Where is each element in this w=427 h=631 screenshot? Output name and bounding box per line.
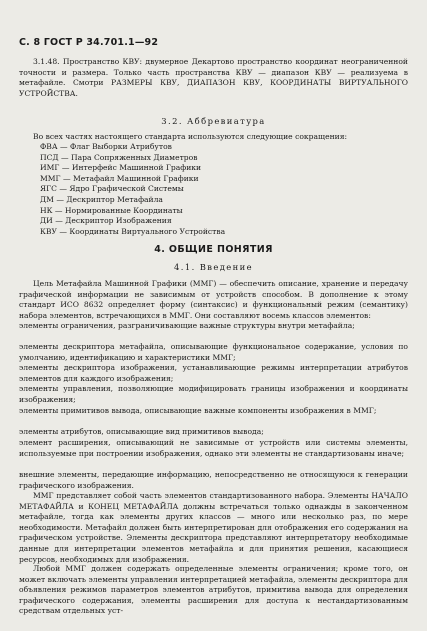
element-class-item: элементы управления, позволяющие модифицировать границы изображения и координаты изображения; [19, 384, 408, 404]
section-4-1-paragraph-3: Любой ММГ должен содержать определенные элементы ограничения; кроме того, он может включать элементы управления интерпретацией метафайла, элементы дескриптора для объявления режимов параметров элементов атрибутов, примитива вывода для определения графического содержания, элементы расширения для доступа к нестандартизованным средствам отдельных уст- [19, 564, 408, 616]
section-4-1-intro: Цель Метафайла Машинной Графики (ММГ) — обеспечить описание, хранение и передачу графической информации не зависимым от устройств способом. В дополнение к этому стандарт ИСО 8632 определяет форму (синтаксис) и функциональный режим (семантику) набора элементов, встречающихся в ММГ. Они составляют восемь классов элементов: [19, 279, 408, 320]
abbreviations-intro: Во всех частях настоящего стандарта используются следующие сокращения: [33, 132, 348, 141]
abbreviation-item: НК — Нормированные Координаты [40, 205, 183, 215]
element-class-item: элементы дескриптора метафайла, описывающие функциональное содержание, условия по умолчанию, идентификацию и характеристики ММГ; [19, 342, 408, 362]
section-4-heading: 4. ОБЩИЕ ПОНЯТИЯ [154, 244, 273, 255]
abbreviations-heading: 3.2. Аббревиатура [161, 116, 266, 126]
abbreviation-item: ФВА — Флаг Выборки Атрибутов [40, 142, 172, 151]
abbreviation-item: ДМ — Дескриптор Метафайла [40, 194, 163, 204]
definition-3-1-48: 3.1.48. Пространство КВУ: двумерное Декартово пространство координат неограниченной точности и размера. Только часть пространства КВУ — диапазон КВУ — реализуема в метафайле. Смотри РАЗМЕРЫ КВУ, ДИАПАЗОН КВУ, КООРДИНАТЫ ВИРТУАЛЬНОГО УСТРОЙСТВА. [19, 57, 408, 98]
element-class-item: элементы примитивов вывода, описывающие важные компоненты изображения в ММГ; [19, 406, 377, 415]
section-4-1-heading: 4.1. Введение [174, 262, 253, 272]
abbreviations-list [40, 142, 225, 237]
element-class-item: внешние элементы, передающие информацию, непосредственно не относящуюся к генерации графического изображения. [19, 470, 408, 490]
abbreviation-item: КВУ — Координаты Виртуального Устройства [40, 226, 226, 236]
section-4-1-paragraph-2: ММГ представляет собой часть элементов стандартизованного набора. Элементы НАЧАЛО МЕТАФАЙЛА и КОНЕЦ МЕТАФАЙЛА должны встречаться только однажды в законченном метафайле, тогда как элементы других классов — много или несколько раз, по мере необходимости. Метафайл должен быть интерпретирован для отображения его содержания на графическом устройстве. Элементы дескриптора представляют интерпретатору необходимые данные для интерпретации элементов метафайла и для принятия решения, касающиеся ресурсов, необходимых для изображения. [19, 491, 408, 564]
abbreviation-item: ММГ — Метафайл Машинной Графики [40, 173, 199, 183]
element-class-item: элементы дескриптора изображения, устанавливающие режимы интерпретации атрибутов элементов для каждого изображения; [19, 363, 408, 383]
element-class-item: элементы ограничения, разграничивающие важные структуры внутри метафайла; [19, 321, 355, 330]
abbreviation-item: ИМГ — Интерфейс Машинной Графики [40, 163, 202, 173]
element-class-item: элемент расширения, описывающий не зависимые от устройств или системы элементы, используемые при построении изображения, однако эти элементы не стандартизованы иначе; [19, 438, 408, 458]
abbreviation-item: ПСД — Пара Сопряженных Диаметров [40, 152, 198, 162]
page-header: С. 8 ГОСТ Р 34.701.1—92 [19, 37, 159, 48]
abbreviation-item: ДИ — Дескриптор Изображения [40, 216, 172, 226]
abbreviation-item: ЯГС — Ядро Графической Системы [40, 184, 184, 194]
element-class-item: элементы атрибутов, описывающие вид примитивов вывода; [19, 427, 264, 436]
